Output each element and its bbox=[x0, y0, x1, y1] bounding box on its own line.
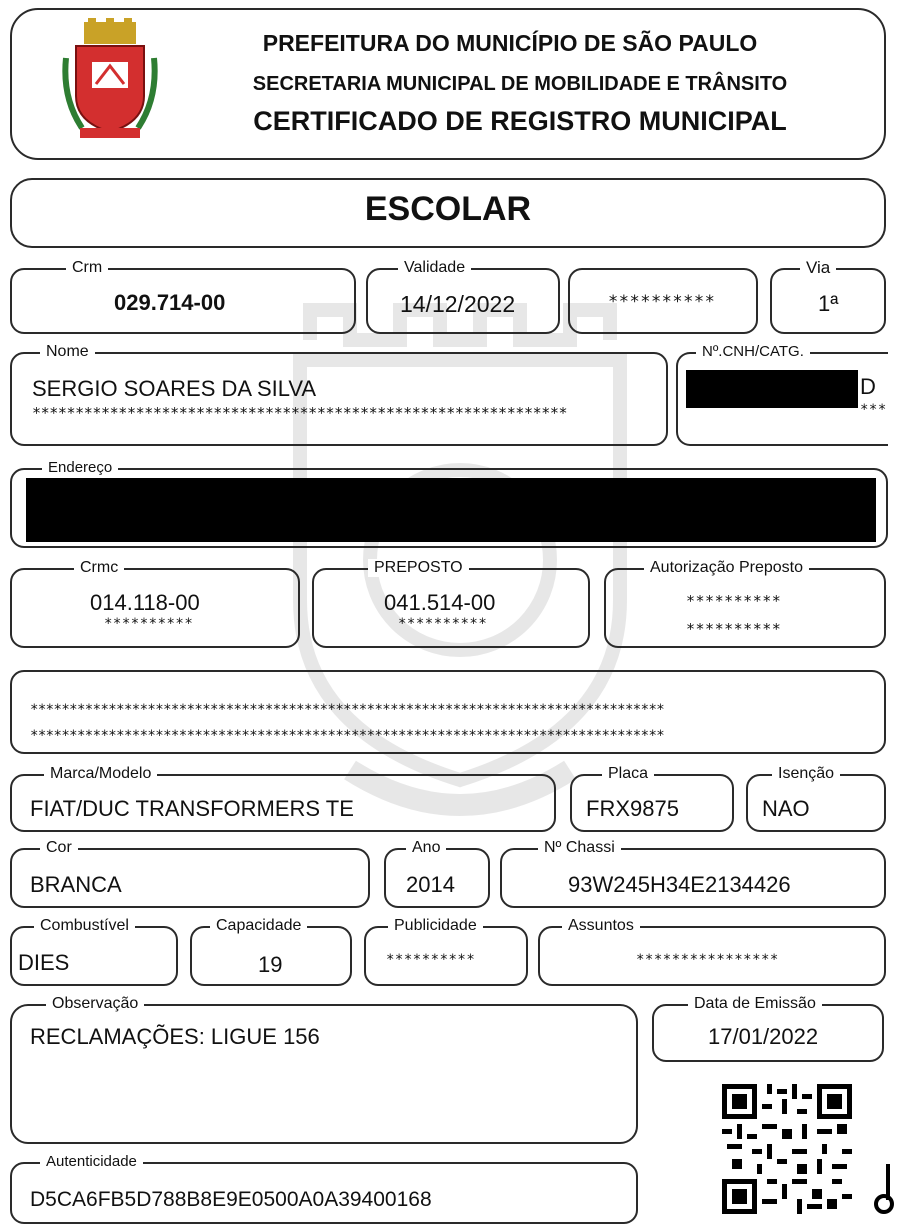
crmc-value: 014.118-00 bbox=[90, 590, 200, 615]
header-line3: CERTIFICADO DE REGISTRO MUNICIPAL bbox=[253, 106, 787, 136]
observacao-value: RECLAMAÇÕES: LIGUE 156 bbox=[30, 1024, 320, 1049]
validade-field bbox=[366, 259, 560, 334]
cnh-label: Nº.CNH/CATG. bbox=[696, 343, 810, 361]
via-value: 1ª bbox=[818, 291, 839, 316]
crmc-masked: ********** bbox=[104, 616, 194, 632]
preposto-value: 041.514-00 bbox=[384, 590, 496, 615]
masked-block-line1: ********************************************************************************* bbox=[30, 702, 665, 718]
ano-label: Ano bbox=[406, 839, 446, 857]
endereco-redaction bbox=[26, 478, 876, 542]
marca-field bbox=[10, 765, 556, 832]
emissao-label: Data de Emissão bbox=[688, 995, 822, 1013]
observacao-field bbox=[10, 995, 638, 1144]
chassi-field bbox=[500, 839, 886, 908]
publicidade-masked: ********** bbox=[386, 952, 476, 968]
placa-label: Placa bbox=[602, 765, 654, 783]
chassi-value: 93W245H34E2134426 bbox=[568, 872, 791, 897]
preposto-masked: ********** bbox=[398, 616, 488, 632]
autorizacao-masked2: ********** bbox=[686, 620, 782, 638]
assuntos-masked: **************** bbox=[636, 952, 779, 968]
publicidade-label: Publicidade bbox=[388, 917, 483, 935]
header-line2: SECRETARIA MUNICIPAL DE MOBILIDADE E TRÂNSITO bbox=[252, 73, 788, 95]
ano-value: 2014 bbox=[406, 872, 455, 897]
cor-field bbox=[10, 839, 370, 908]
nome-field bbox=[10, 343, 668, 446]
ano-field bbox=[384, 839, 490, 908]
cnh-field bbox=[676, 343, 888, 446]
endereco-field bbox=[10, 459, 888, 548]
publicidade-field bbox=[364, 917, 528, 986]
emissao-field bbox=[652, 995, 884, 1062]
qr-code bbox=[722, 1084, 852, 1214]
placa-field bbox=[570, 765, 734, 832]
capacidade-field bbox=[190, 917, 352, 986]
via-field bbox=[770, 258, 886, 334]
cor-label: Cor bbox=[40, 839, 78, 857]
crm-value: 029.714-00 bbox=[114, 290, 226, 315]
capacidade-label: Capacidade bbox=[210, 917, 307, 935]
nome-masked: ************************************************************** bbox=[32, 404, 568, 422]
emissao-value: 17/01/2022 bbox=[708, 1024, 819, 1049]
isencao-label: Isenção bbox=[772, 765, 840, 783]
cor-value: BRANCA bbox=[30, 872, 122, 897]
crm-label: Crm bbox=[66, 259, 108, 277]
capacidade-value: 19 bbox=[258, 952, 283, 977]
nome-value: SERGIO SOARES DA SILVA bbox=[32, 376, 317, 401]
cnh-masked: *** bbox=[860, 402, 887, 418]
cnh-suffix: D bbox=[860, 374, 876, 399]
placa-value: FRX9875 bbox=[586, 796, 679, 821]
combustivel-value: DIES bbox=[18, 950, 70, 975]
via-label: Via bbox=[800, 259, 836, 277]
nome-label: Nome bbox=[40, 343, 95, 361]
crm-field bbox=[10, 259, 356, 334]
crmc-field bbox=[10, 559, 300, 648]
validade-label: Validade bbox=[398, 259, 471, 277]
autorizacao-label: Autorização Preposto bbox=[644, 559, 809, 577]
autorizacao-field bbox=[604, 559, 886, 648]
marca-value: FIAT/DUC TRANSFORMERS TE bbox=[30, 796, 354, 821]
masked-value: ********** bbox=[608, 292, 716, 312]
combustivel-field bbox=[10, 917, 178, 986]
preposto-field bbox=[312, 559, 590, 648]
category-title: ESCOLAR bbox=[364, 190, 532, 228]
masked-field bbox=[568, 268, 758, 334]
observacao-label: Observação bbox=[46, 995, 144, 1013]
assuntos-label: Assuntos bbox=[562, 917, 640, 935]
chassi-label: Nº Chassi bbox=[538, 839, 621, 857]
validade-value: 14/12/2022 bbox=[400, 291, 516, 317]
coat-of-arms-logo bbox=[62, 18, 158, 140]
cnh-redaction bbox=[686, 370, 858, 408]
autorizacao-masked1: ********** bbox=[686, 592, 782, 610]
isencao-field bbox=[746, 765, 886, 832]
masked-block-line2: ********************************************************************************* bbox=[30, 728, 665, 744]
header-line1: PREFEITURA DO MUNICÍPIO DE SÃO PAULO bbox=[262, 30, 758, 56]
corner-mark-icon bbox=[874, 1160, 898, 1216]
autenticidade-field bbox=[10, 1153, 638, 1224]
preposto-label: PREPOSTO bbox=[368, 559, 469, 577]
crmc-label: Crmc bbox=[74, 559, 124, 577]
masked-block bbox=[10, 670, 886, 754]
autenticidade-value: D5CA6FB5D788B8E9E0500A0A39400168 bbox=[30, 1188, 432, 1211]
assuntos-field bbox=[538, 917, 886, 986]
endereco-label: Endereço bbox=[42, 459, 118, 477]
marca-label: Marca/Modelo bbox=[44, 765, 157, 783]
isencao-value: NAO bbox=[762, 796, 810, 821]
combustivel-label: Combustível bbox=[34, 917, 135, 935]
autenticidade-label: Autenticidade bbox=[40, 1153, 143, 1171]
